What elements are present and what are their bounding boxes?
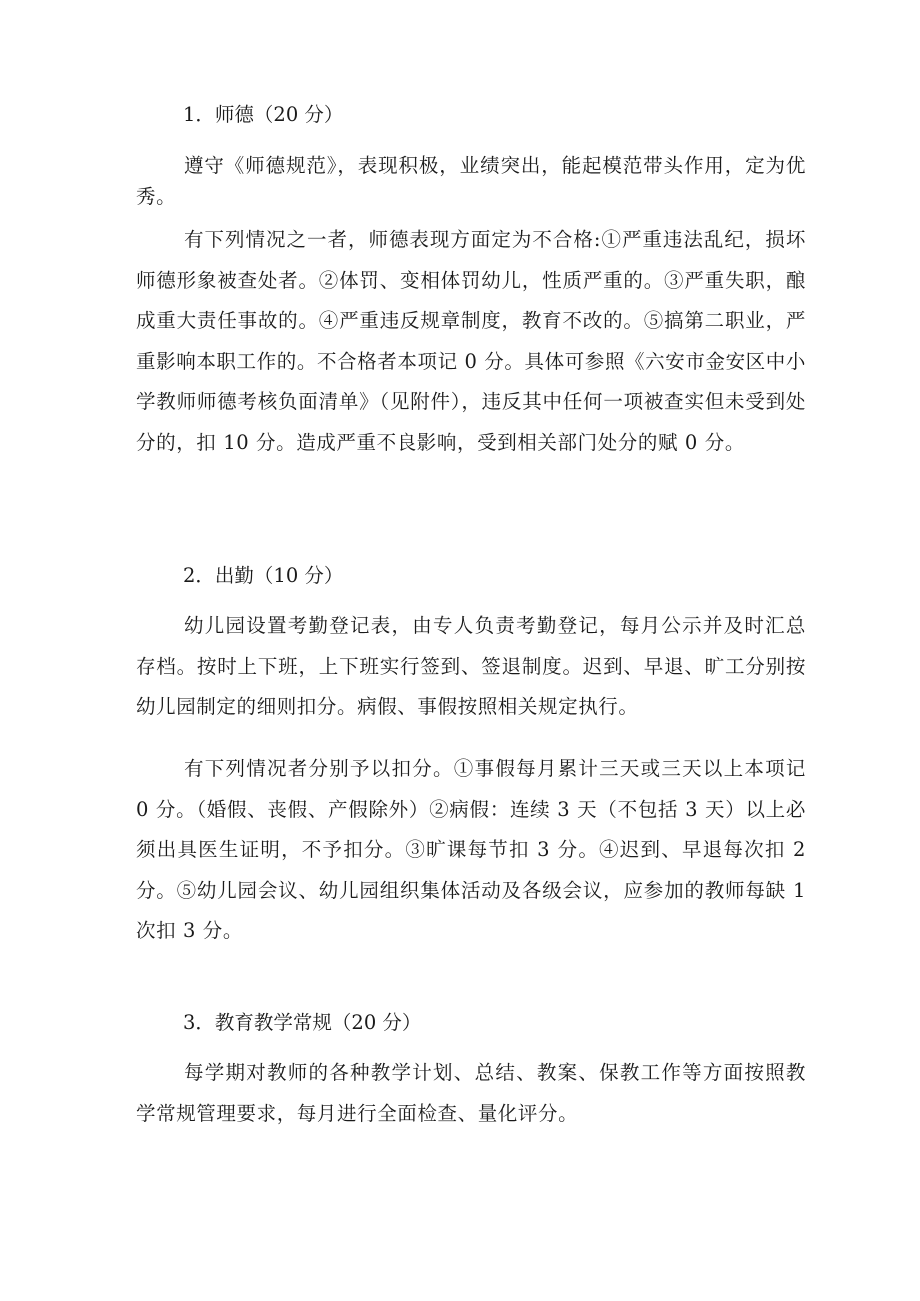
paragraph-ethics-excellent: 遵守《师德规范》，表现积极，业绩突出，能起模范带头作用，定为优秀。 <box>136 154 806 208</box>
paragraph-teaching-routine: 每学期对教师的各种教学计划、总结、教案、保教工作等方面按照教学常规管理要求，每月进行全面检查、量化评分。 <box>136 1061 806 1125</box>
paragraph-ethics-unqualified: 有下列情况之一者，师德表现方面定为不合格:①严重违法乱纪，损坏师德形象被查处者。②体罚、变相体罚幼儿，性质严重的。③严重失职，酿成重大责任事故的。④严重违反规章制度，教育不改的。⑤搞第二职业，严重影响本职工作的。不合格者本项记 0 分。具体可参照《六安市金安区中小学教师师德考核负面清单》（见附件），违反其中任何一项被查实但未受到处分的，扣 10 分。造成严重不良影响，受到相关部门处分的赋 0 分。 <box>136 228 806 454</box>
section-heading-ethics: 1．师德（20 分） <box>183 103 344 126</box>
section-heading-attendance: 2．出勤（10 分） <box>183 564 344 587</box>
section-heading-teaching-routine: 3．教育教学常规（20 分） <box>183 1011 422 1034</box>
paragraph-attendance-deductions: 有下列情况者分别予以扣分。①事假每月累计三天或三天以上本项记 0 分。（婚假、丧假、产假除外）②病假：连续 3 天（不包括 3 天）以上必须出具医生证明，不予扣分。③旷课每节扣 3 分。④迟到、早退每次扣 2 分。⑤幼儿园会议、幼儿园组织集体活动及各级会议，应参加的教师每缺 1 次扣 3 分。 <box>136 757 806 942</box>
paragraph-attendance-registration: 幼儿园设置考勤登记表，由专人负责考勤登记，每月公示并及时汇总存档。按时上下班，上下班实行签到、签退制度。迟到、早退、旷工分别按幼儿园制定的细则扣分。病假、事假按照相关规定执行。 <box>136 614 806 718</box>
